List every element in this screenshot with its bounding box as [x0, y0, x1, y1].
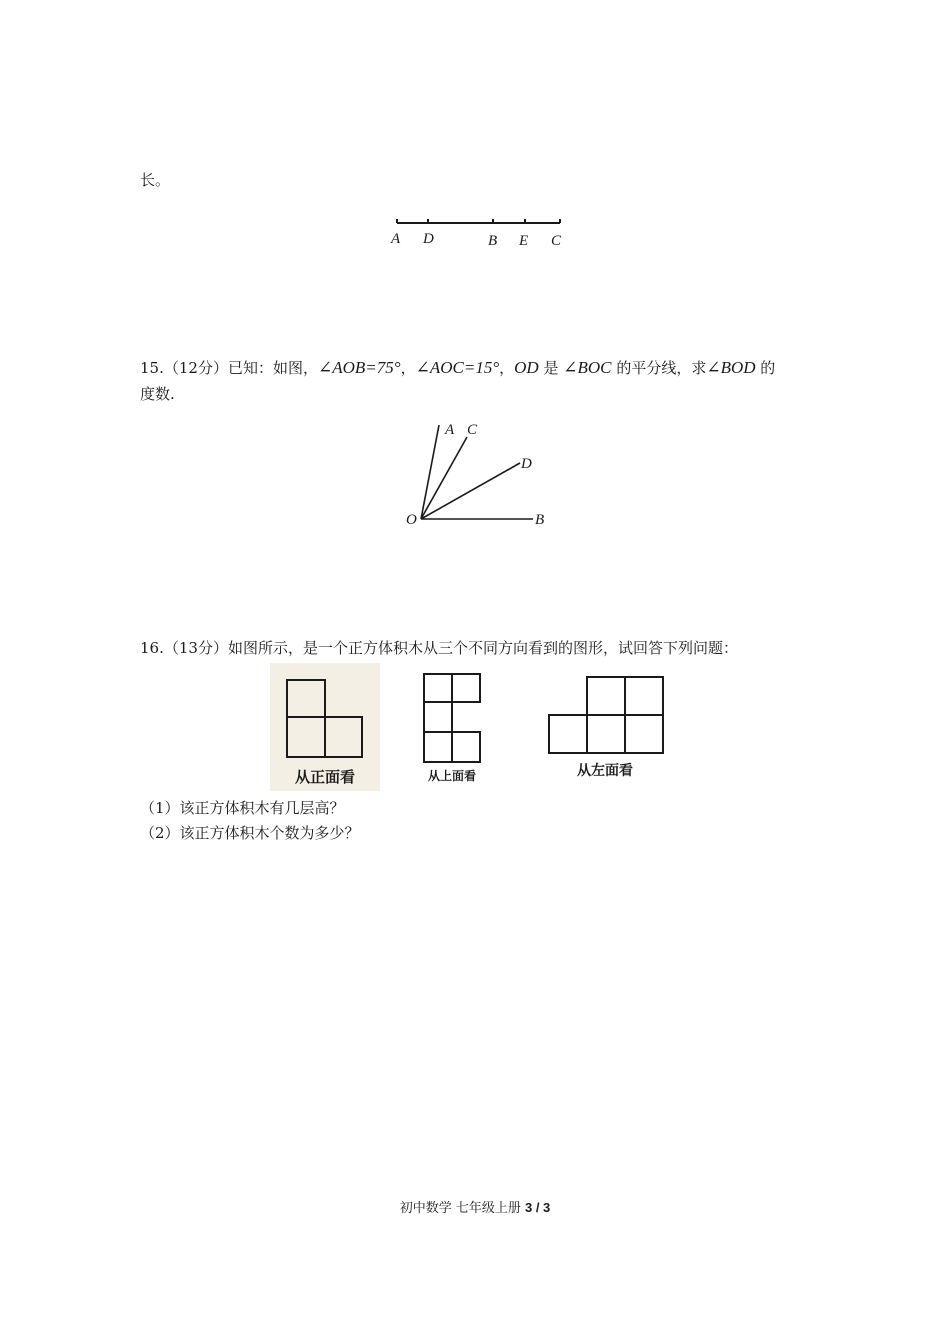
q15-lead: 已知：如图，: [227, 359, 318, 377]
point-label-a: A: [445, 422, 455, 438]
angle-aoc: ∠AOC: [415, 358, 464, 377]
angle-bod: ∠BOD: [706, 358, 756, 377]
point-label-a: A: [391, 231, 401, 247]
view-square: [587, 715, 625, 753]
angle-aob: ∠AOB: [317, 358, 366, 377]
ray-oa: [421, 425, 439, 519]
angle-aoc-value: 15°: [475, 358, 500, 377]
equals-sign: =: [463, 358, 476, 377]
view-square: [625, 677, 663, 715]
q15-line2: 度数.: [140, 385, 175, 403]
front-view-caption: 从正面看: [294, 768, 356, 786]
q16-sub2: （2）该正方体积木个数为多少？: [140, 824, 360, 842]
point-label-b: B: [488, 233, 498, 249]
point-label-c: C: [467, 422, 478, 438]
q16-score: （13分）: [163, 639, 228, 657]
point-label-d: D: [521, 456, 532, 472]
view-square: [625, 715, 663, 753]
left-view-caption: 从左面看: [577, 763, 633, 779]
separator: ，: [400, 359, 416, 377]
top-view-caption: 从上面看: [427, 769, 477, 783]
angle-figure: [395, 415, 560, 535]
text-fragment: 长。: [140, 171, 171, 189]
q15-number: 15.: [140, 359, 164, 377]
q15-is: 是: [543, 359, 559, 377]
q16-sub1: （1）该正方体积木有几层高？: [140, 799, 345, 817]
view-square: [452, 732, 480, 762]
angle-aob-value: 75°: [376, 358, 401, 377]
point-label-d: D: [423, 231, 434, 247]
equals-sign: =: [365, 358, 377, 377]
view-square: [424, 702, 452, 732]
vertex-label-o: O: [406, 512, 417, 528]
q15-bisector-text: 的平分线，求: [616, 359, 707, 377]
view-square: [424, 732, 452, 762]
q15-line1: [140, 356, 775, 380]
q16-number: 16.: [140, 639, 164, 657]
point-label-c: C: [551, 233, 562, 249]
left-view-figure: [540, 670, 672, 784]
page-footer: [0, 1197, 950, 1216]
ray-od: OD: [514, 358, 539, 377]
q15-score: （12分）: [163, 359, 228, 377]
front-view-figure: [270, 663, 380, 791]
view-square: [587, 677, 625, 715]
q16-text: 如图所示，是一个正方体积木从三个不同方向看到的图形，试回答下列问题：: [227, 639, 738, 657]
q15-de: 的: [760, 359, 776, 377]
view-square: [549, 715, 587, 753]
q16-line1: [140, 636, 738, 660]
point-label-e: E: [519, 233, 529, 249]
angle-boc: ∠BOC: [563, 358, 612, 377]
page-number: 3 / 3: [524, 1200, 551, 1215]
view-square: [452, 674, 480, 702]
point-label-b: B: [535, 512, 545, 528]
view-square: [424, 674, 452, 702]
top-view-figure: [415, 666, 490, 788]
footer-subject: 初中数学 七年级上册: [399, 1201, 521, 1216]
separator: ，: [499, 359, 515, 377]
segment-figure: [385, 185, 575, 255]
